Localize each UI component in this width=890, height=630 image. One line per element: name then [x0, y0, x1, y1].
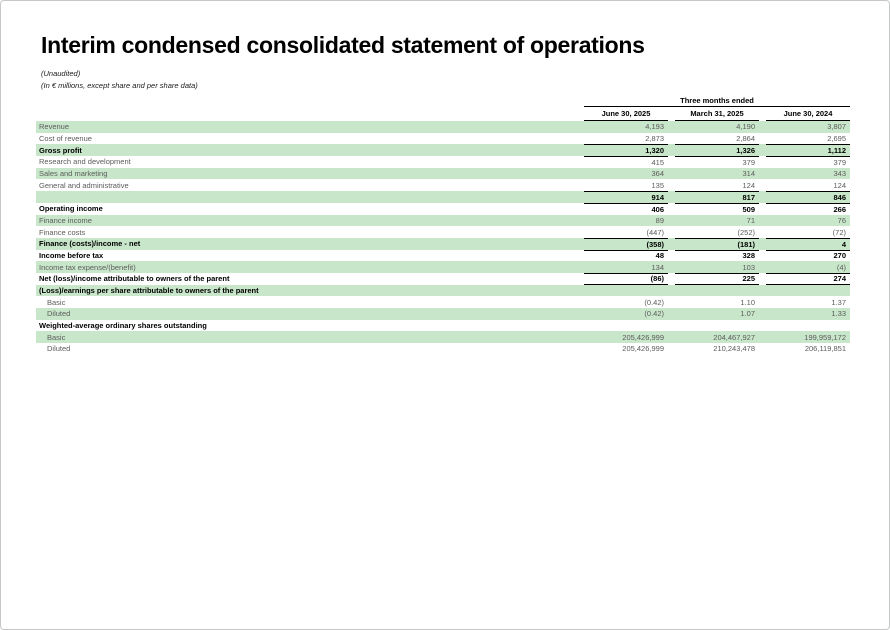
row-label: Diluted — [47, 344, 71, 354]
table-row — [36, 121, 850, 133]
value-cell: (447) — [646, 227, 664, 237]
row-label: Basic — [47, 297, 66, 307]
row-label: Net (loss)/income attributable to owners of the parent — [39, 274, 230, 284]
value-cell: 1.10 — [740, 297, 755, 307]
value-cell: 124 — [742, 180, 755, 190]
table-row — [36, 168, 850, 180]
value-cell: 1.37 — [831, 297, 846, 307]
value-cell: 4 — [766, 238, 850, 250]
table-row — [36, 343, 850, 355]
row-label: Sales and marketing — [39, 169, 108, 179]
value-cell: 274 — [766, 273, 850, 285]
table-row — [36, 215, 850, 227]
table-row — [36, 273, 850, 285]
table-row — [36, 133, 850, 145]
table-row — [36, 144, 850, 156]
value-cell: (0.42) — [644, 309, 664, 319]
value-cell: 71 — [746, 215, 755, 225]
column-header-spacer — [36, 107, 577, 121]
value-cell — [584, 320, 668, 332]
value-cell: 509 — [675, 203, 759, 215]
value-cell — [675, 320, 759, 332]
value-cell: 266 — [766, 203, 850, 215]
row-label: Finance (costs)/income - net — [39, 239, 141, 249]
row-label: Finance costs — [39, 227, 86, 237]
value-cell: 846 — [766, 191, 850, 203]
row-label — [36, 191, 577, 203]
value-cell: 2,695 — [827, 134, 846, 144]
value-cell — [584, 285, 668, 297]
subtitle-unaudited: (Unaudited) — [41, 69, 81, 78]
value-cell: 1,326 — [675, 144, 759, 156]
value-cell: 364 — [651, 169, 664, 179]
table-row — [36, 285, 850, 297]
value-cell: (252) — [737, 227, 755, 237]
value-cell: 379 — [766, 156, 850, 168]
value-cell: (72) — [832, 227, 846, 237]
row-label: Revenue — [39, 122, 70, 132]
value-cell: 2,873 — [645, 134, 664, 144]
table-row — [36, 238, 850, 250]
subtitle-units: (In € millions, except share and per share data) — [41, 81, 198, 90]
value-cell: 89 — [655, 215, 664, 225]
value-cell: 204,467,927 — [713, 332, 755, 342]
value-cell: 48 — [584, 250, 668, 262]
value-cell: 124 — [833, 180, 846, 190]
period-header: Three months ended — [584, 95, 850, 107]
value-cell: 206,119,851 — [804, 344, 846, 354]
row-label: Research and development — [39, 157, 131, 167]
value-cell: 135 — [651, 180, 664, 190]
column-header-june-2024: June 30, 2024 — [766, 107, 850, 121]
value-cell — [766, 320, 850, 332]
column-header-row — [36, 107, 850, 121]
table-row — [36, 203, 850, 215]
value-cell: 103 — [742, 262, 755, 272]
page-title: Interim condensed consolidated statement of operations — [41, 32, 645, 58]
statement-of-operations-table — [36, 95, 850, 355]
value-cell: 2,864 — [736, 134, 755, 144]
column-header-june-2025: June 30, 2025 — [584, 107, 668, 121]
row-label: Operating income — [39, 204, 103, 214]
value-cell: (358) — [584, 238, 668, 250]
value-cell: 1.07 — [740, 309, 755, 319]
value-cell: 76 — [837, 215, 846, 225]
row-label: Gross profit — [39, 145, 82, 155]
row-label: Basic — [47, 332, 66, 342]
row-label: (Loss)/earnings per share attributable to owners of the parent — [39, 285, 259, 295]
table-row — [36, 226, 850, 238]
row-label: General and administrative — [39, 180, 129, 190]
table-row — [36, 250, 850, 262]
value-cell: 415 — [584, 156, 668, 168]
table-row — [36, 261, 850, 273]
value-cell: (181) — [675, 238, 759, 250]
value-cell: 199,959,172 — [804, 332, 846, 342]
value-cell: 314 — [742, 169, 755, 179]
value-cell: 914 — [584, 191, 668, 203]
value-cell: 328 — [675, 250, 759, 262]
value-cell: 3,807 — [827, 122, 846, 132]
value-cell: 1.33 — [831, 309, 846, 319]
value-cell: 379 — [675, 156, 759, 168]
column-header-march-2025: March 31, 2025 — [675, 107, 759, 121]
value-cell: 4,190 — [736, 122, 755, 132]
table-row — [36, 296, 850, 308]
value-cell: (86) — [584, 273, 668, 285]
row-label: Finance income — [39, 215, 92, 225]
value-cell: (0.42) — [644, 297, 664, 307]
value-cell: 205,426,999 — [622, 344, 664, 354]
table-row — [36, 320, 850, 332]
table-row — [36, 308, 850, 320]
table-row — [36, 179, 850, 191]
row-label: Income before tax — [39, 250, 104, 260]
row-label: Weighted-average ordinary shares outstanding — [39, 321, 207, 331]
value-cell: 270 — [766, 250, 850, 262]
value-cell: 1,112 — [766, 144, 850, 156]
value-cell: 343 — [833, 169, 846, 179]
row-label: Diluted — [47, 309, 71, 319]
value-cell: 205,426,999 — [622, 332, 664, 342]
value-cell — [766, 285, 850, 297]
row-label: Cost of revenue — [39, 134, 92, 144]
period-header-spacer — [36, 95, 577, 107]
value-cell: (4) — [836, 262, 846, 272]
row-label: Income tax expense/(benefit) — [39, 262, 136, 272]
value-cell: 4,193 — [645, 122, 664, 132]
value-cell: 134 — [651, 262, 664, 272]
value-cell: 1,320 — [584, 144, 668, 156]
value-cell — [675, 285, 759, 297]
value-cell: 225 — [675, 273, 759, 285]
value-cell: 210,243,478 — [713, 344, 755, 354]
value-cell: 817 — [675, 191, 759, 203]
value-cell: 406 — [584, 203, 668, 215]
table-row — [36, 191, 850, 203]
table-row — [36, 331, 850, 343]
period-header-row — [36, 95, 850, 107]
table-row — [36, 156, 850, 168]
table-body — [36, 121, 850, 355]
